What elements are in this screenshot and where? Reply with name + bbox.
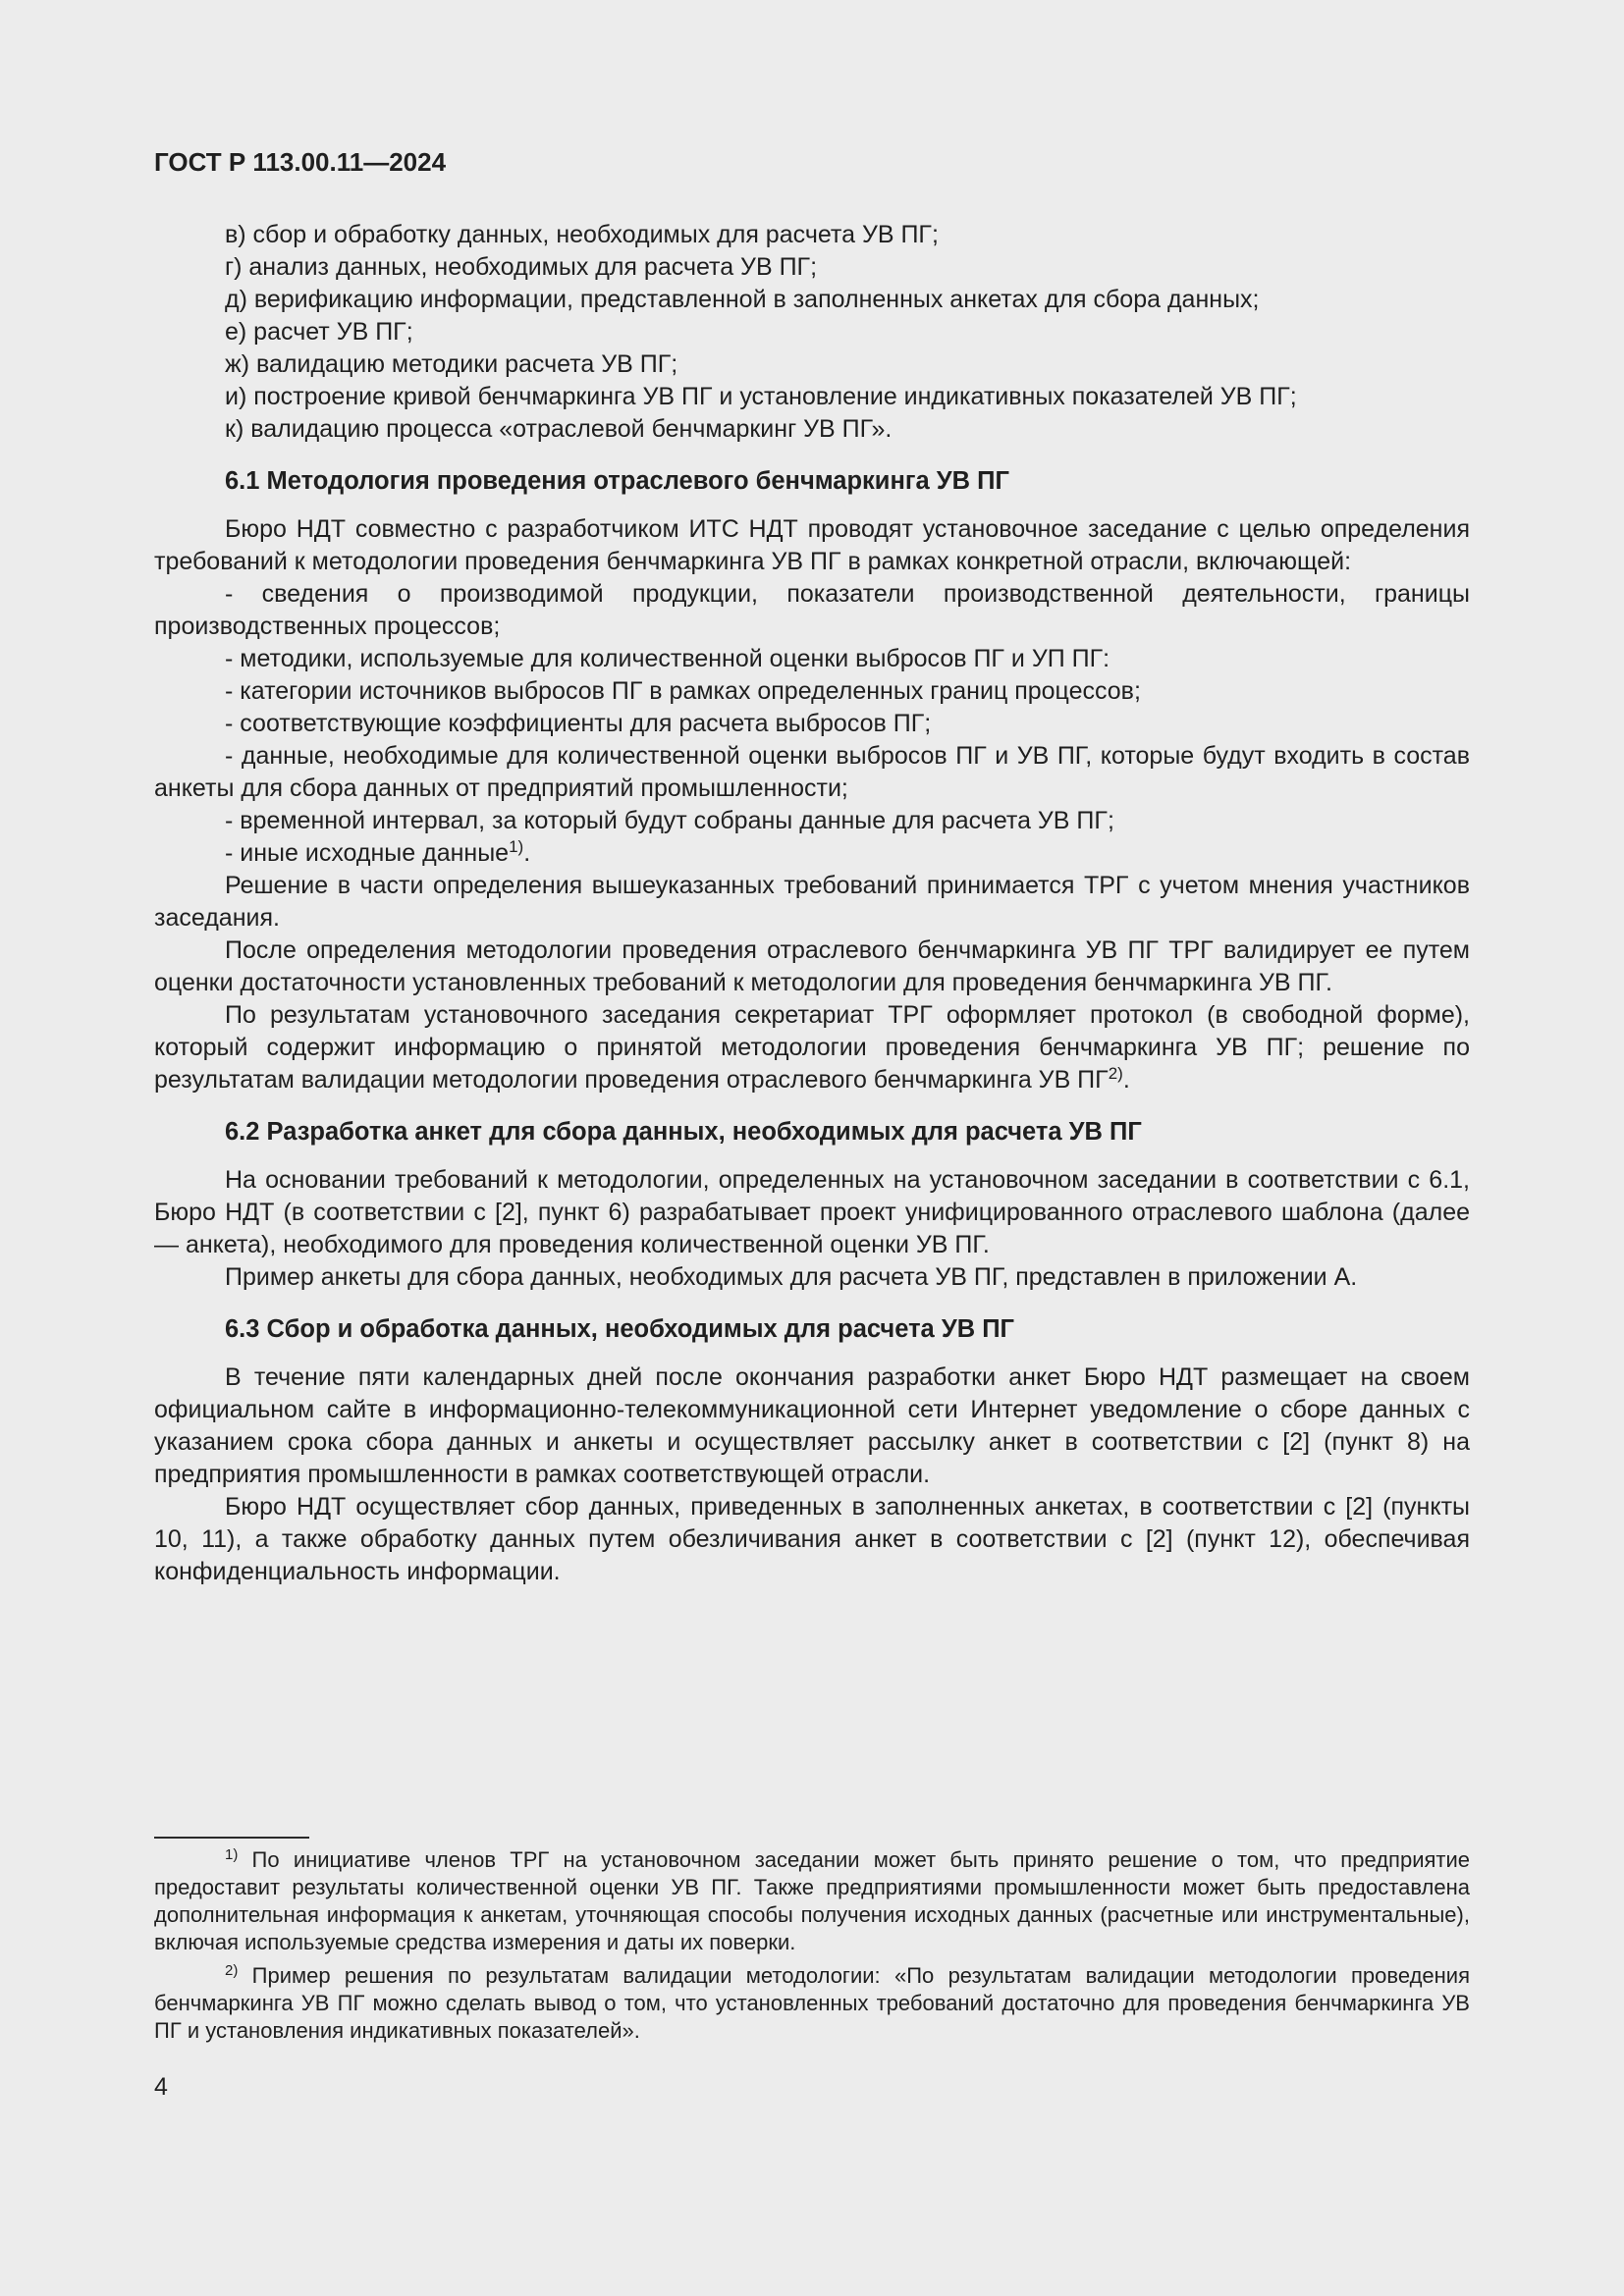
footnote-mark: 1): [225, 1846, 239, 1863]
list-item: е) расчет УВ ПГ;: [225, 318, 413, 346]
page-number: 4: [154, 2073, 168, 2101]
document-body: [154, 147, 1470, 1588]
paragraph: На основании требований к методологии, определенных на установочном заседании в соответствии с 6.1, Бюро НДТ (в соответствии с [2], пункт 6) разрабатывает проект унифицированного отраслевого шаблона (далее — анкета), необходимого для проведения количественной оценки УВ ПГ.: [154, 1166, 1470, 1258]
section-6-3-title: 6.3 Сбор и обработка данных, необходимых для расчета УВ ПГ: [225, 1315, 1014, 1343]
period: .: [523, 839, 531, 867]
footnote-mark: 2): [225, 1962, 239, 1979]
document-code-header: ГОСТ Р 113.00.11—2024: [154, 147, 447, 177]
bullet-item: - соответствующие коэффициенты для расчета выбросов ПГ;: [225, 710, 932, 737]
footnote-2: [154, 1962, 1470, 2045]
list-item: ж) валидацию методики расчета УВ ПГ;: [225, 350, 678, 378]
list-item: г) анализ данных, необходимых для расчета УВ ПГ;: [225, 253, 818, 281]
paragraph: Решение в части определения вышеуказанных требований принимается ТРГ с учетом мнения участников заседания.: [154, 872, 1470, 932]
list-item: к) валидацию процесса «отраслевой бенчмаркинг УВ ПГ».: [225, 415, 893, 443]
paragraph: После определения методологии проведения отраслевого бенчмаркинга УВ ПГ ТРГ валидирует ее путем оценки достаточности установленных требований к методологии для проведения бенчмаркинга УВ ПГ.: [154, 936, 1470, 996]
section-6-1-title: 6.1 Методология проведения отраслевого бенчмаркинга УВ ПГ: [225, 467, 1009, 495]
list-item: в) сбор и обработку данных, необходимых для расчета УВ ПГ;: [225, 221, 939, 248]
task-list: [154, 219, 1470, 446]
footnote-1: [154, 1846, 1470, 1956]
paragraph: Бюро НДТ осуществляет сбор данных, приведенных в заполненных анкетах, в соответствии с [2] (пункты 10, 11), а также обработку данных путем обезличивания анкет в соответствии с [2] (пункт 12), обеспечивая конфиденциальность информации.: [154, 1493, 1470, 1585]
bullet-item: - категории источников выбросов ПГ в рамках определенных границ процессов;: [225, 677, 1141, 705]
list-item: и) построение кривой бенчмаркинга УВ ПГ и установление индикативных показателей УВ ПГ;: [225, 383, 1297, 410]
paragraph-text: По результатам установочного заседания секретариат ТРГ оформляет протокол (в свободной форме), который содержит информацию о принятой методологии проведения бенчмаркинга УВ ПГ; решение по результатам валидации методологии проведения отраслевого бенчмаркинга УВ ПГ: [154, 1001, 1470, 1094]
list-item: д) верификацию информации, представленной в заполненных анкетах для сбора данных;: [225, 286, 1260, 313]
paragraph: В течение пяти календарных дней после окончания разработки анкет Бюро НДТ размещает на своем официальном сайте в информационно-телекоммуникационной сети Интернет уведомление о сборе данных с указанием срока сбора данных и анкеты и осуществляет рассылку анкет в соответствии с [2] (пункт 8) на предприятия промышленности в рамках соответствующей отрасли.: [154, 1363, 1470, 1488]
bullet-item: [154, 837, 1470, 870]
bullet-text: - иные исходные данные: [225, 839, 510, 867]
paragraph: Бюро НДТ совместно с разработчиком ИТС НДТ проводят установочное заседание с целью определения требований к методологии проведения бенчмаркинга УВ ПГ в рамках конкретной отрасли, включающей:: [154, 515, 1470, 575]
footnotes: [154, 1846, 1470, 2045]
footnote-separator: [154, 1837, 309, 1839]
bullet-item: - сведения о производимой продукции, показатели производственной деятельности, границы производственных процессов;: [154, 580, 1470, 640]
bullet-item: - временной интервал, за который будут собраны данные для расчета УВ ПГ;: [225, 807, 1114, 834]
section-6-2-title: 6.2 Разработка анкет для сбора данных, необходимых для расчета УВ ПГ: [225, 1118, 1142, 1146]
paragraph: [154, 999, 1470, 1096]
paragraph: Пример анкеты для сбора данных, необходимых для расчета УВ ПГ, представлен в приложении А.: [225, 1263, 1358, 1291]
footnote-ref[interactable]: 2): [1108, 1064, 1123, 1083]
bullet-item: - методики, используемые для количественной оценки выбросов ПГ и УП ПГ:: [225, 645, 1110, 672]
footnote-text: Пример решения по результатам валидации методологии: «По результатам валидации методологии проведения бенчмаркинга УВ ПГ можно сделать вывод о том, что установленных требований достаточно для проведения бенчмаркинга УВ ПГ и установления индикативных показателей».: [154, 1963, 1470, 2043]
footnote-text: По инициативе членов ТРГ на установочном заседании может быть принято решение о том, что предприятие предоставит результаты количественной оценки УВ ПГ. Также предприятиями промышленности может быть предоставлена дополнительная информация к анкетам, уточняющая способы получения исходных данных (расчетные или инструментальные), включая используемые средства измерения и даты их поверки.: [154, 1847, 1470, 1954]
period: .: [1122, 1066, 1130, 1094]
bullet-item: - данные, необходимые для количественной оценки выбросов ПГ и УВ ПГ, которые будут входить в состав анкеты для сбора данных от предприятий промышленности;: [154, 742, 1470, 802]
footnote-ref[interactable]: 1): [509, 837, 524, 856]
